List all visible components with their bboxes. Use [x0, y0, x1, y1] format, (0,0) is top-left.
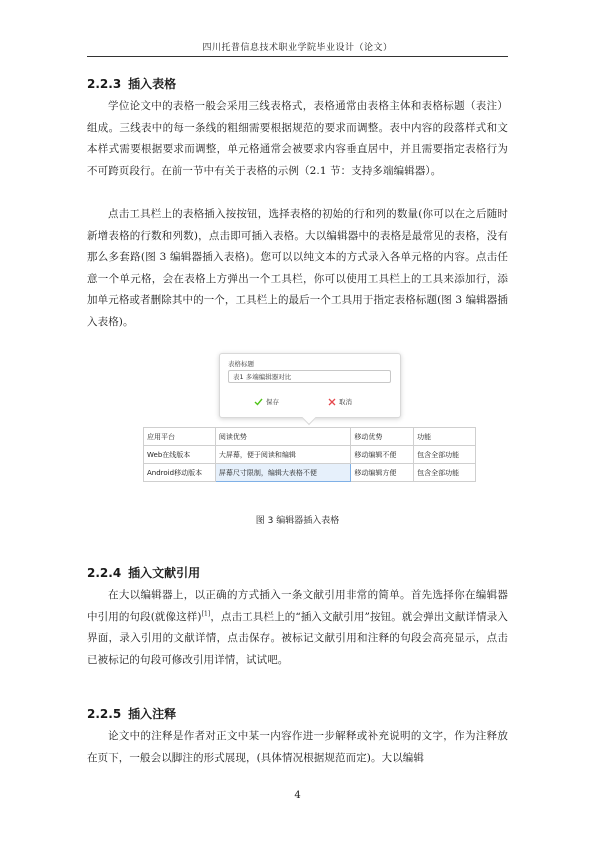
paragraph-citations: [87, 585, 508, 671]
citation-text-before: 在大以编辑器上，以正确的方式插入一条文献引用非常的简单。首先选择你在编辑器中引用的句段(就像这样): [87, 589, 508, 623]
cancel-button[interactable]: [328, 397, 352, 406]
table-cell[interactable]: 阅读优势: [215, 428, 351, 446]
table-caption-popup: [219, 353, 401, 418]
paragraph-tables-insert: 点击工具栏上的表格插入按按钮，选择表格的初始的行和列的数量(你可以在之后随时新增表格的行数和列数)，点击即可插入表格。大以编辑器中的表格是最常见的表格，没有那么多套路(图 3 编辑器插入表格)。您可以以纯文本的方式录入各单元格的内容。点击任意一个单元格，会在表格上方弹出一个工具栏，你可以使用工具栏上的工具来添加行，添加单元格或者删除其中的一个，工具栏上的最后一个工具用于指定表格标题(图 3 编辑器插入表格)。: [87, 208, 508, 328]
section-number: 2.2.5: [87, 707, 122, 721]
running-header: 四川托普信息技术职业学院毕业设计（论文）: [87, 40, 508, 57]
paragraph-tables-intro: 学位论文中的表格一般会采用三线表格式，表格通常由表格主体和表格标题（表注）组成。三线表中的每一条线的粗细需要根据规范的要求而调整。表中内容的段落样式和文本样式需要根据要求而调整，单元格通常会被要求内容垂直居中，并且需要指定表格行为不可跨页段行。在前一节中有关于表格的示例（2.1 节：支持多端编辑器）。: [87, 100, 508, 177]
save-label: 保存: [266, 398, 279, 406]
table-cell[interactable]: 移动优势: [351, 428, 414, 446]
cancel-label: 取消: [339, 398, 352, 406]
table-cell-selected[interactable]: 屏幕尺寸限制，编辑大表格不便: [215, 464, 351, 482]
section-heading-2-2-3: [87, 76, 176, 92]
table-cell[interactable]: 大屏幕，便于阅读和编辑: [215, 446, 351, 464]
citation-marker[interactable]: [1]: [201, 610, 211, 617]
table-row: [144, 464, 476, 482]
table-cell[interactable]: 包含全部功能: [414, 464, 476, 482]
table-row: [144, 446, 476, 464]
table-cell[interactable]: Web在线版本: [144, 446, 216, 464]
section-heading-2-2-4: [87, 565, 200, 581]
popup-title: 表格标题: [228, 360, 254, 368]
table-row: [144, 428, 476, 446]
section-number: 2.2.3: [87, 77, 122, 91]
section-title: 插入表格: [128, 77, 177, 91]
figure-editor-insert-table: [143, 353, 476, 490]
check-icon: [254, 398, 263, 406]
paragraph-notes: 论文中的注释是作者对正文中某一内容作进一步解释或补充说明的文字，作为注释放在页下，一般会以脚注的形式展现，(具体情况根据规范而定)。大以编辑: [87, 730, 508, 764]
table-cell[interactable]: Android移动版本: [144, 464, 216, 482]
comparison-table: [143, 427, 476, 482]
close-icon: [328, 398, 336, 406]
popup-pointer: [302, 411, 316, 425]
table-cell[interactable]: 移动编辑方便: [351, 464, 414, 482]
page-number: 4: [294, 790, 301, 801]
figure-caption: 图 3 编辑器插入表格: [255, 516, 340, 526]
caption-input[interactable]: 表1 多端编辑器对比: [228, 370, 391, 383]
table-cell[interactable]: 应用平台: [144, 428, 216, 446]
section-title: 插入文献引用: [128, 566, 201, 580]
table-cell[interactable]: 包含全部功能: [414, 446, 476, 464]
section-title: 插入注释: [128, 707, 177, 721]
table-cell[interactable]: 功能: [414, 428, 476, 446]
section-heading-2-2-5: [87, 706, 176, 722]
section-number: 2.2.4: [87, 566, 122, 580]
citation-text-after: ，点击工具栏上的“插入文献引用”按钮。就会弹出文献详情录入界面，录入引用的文献详情，点击保存。被标记文献引用和注释的句段会高亮显示，点击已被标记的句段可修改引用详情，试试吧。: [87, 610, 508, 666]
save-button[interactable]: [254, 397, 279, 406]
table-cell[interactable]: 移动编辑不便: [351, 446, 414, 464]
